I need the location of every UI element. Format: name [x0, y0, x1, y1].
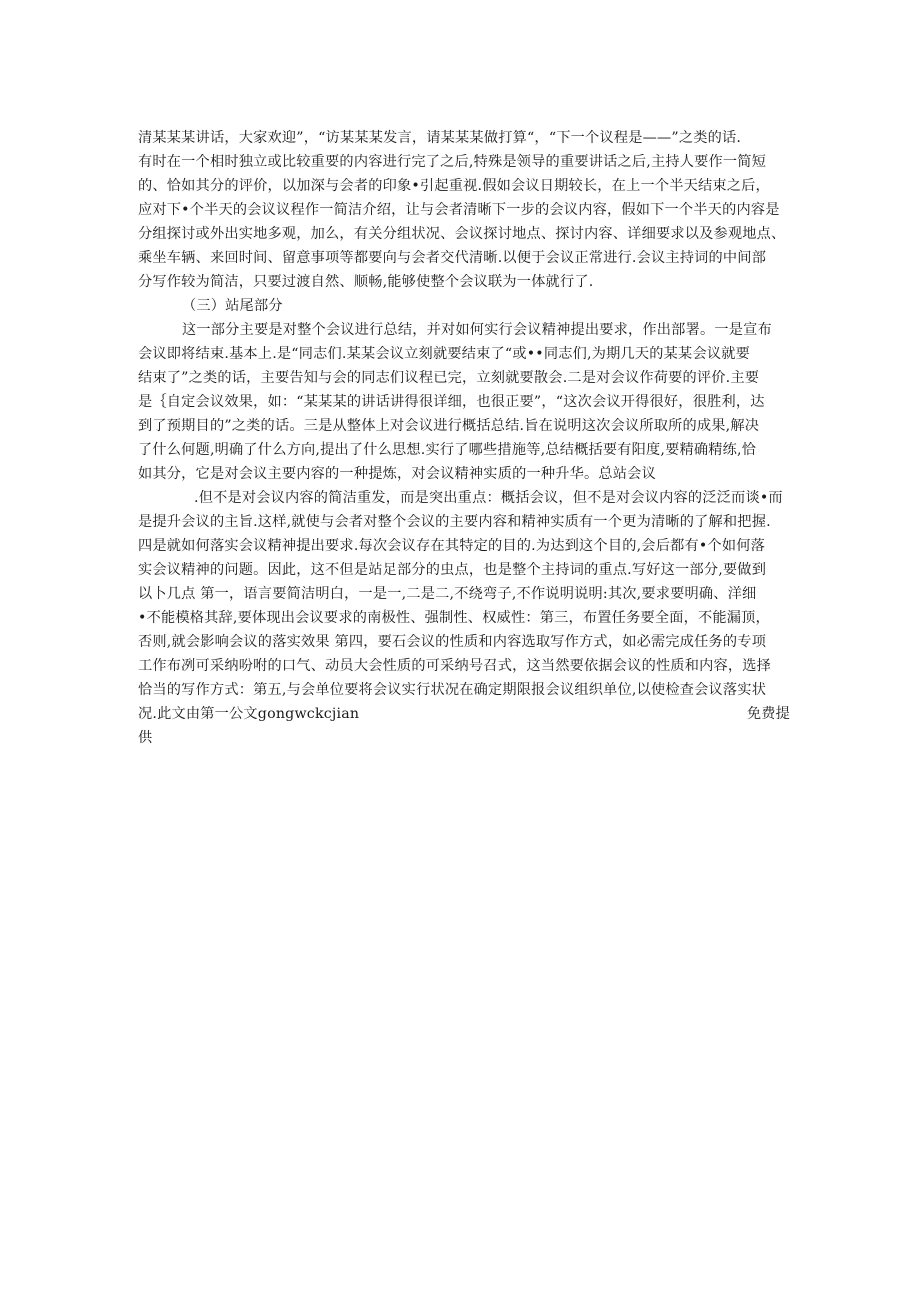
paragraph-2 — [138, 318, 800, 486]
text-line: 否则,就会影响会议的落实效果 第四，要石会议的性质和内容选取写作方式，如必需完成任务的专项 — [138, 634, 767, 650]
final-line — [138, 702, 790, 726]
text-line: 结束了”之类的话，主要告知与会的同志们议程已完，立刻就要散会.二是对会议作荷要的评价.主要 — [138, 370, 760, 386]
text-line: 四是就如何落实会议精神提出要求.每次会议存在其特定的目的.为达到这个目的,会后都有•个如何落 — [138, 538, 765, 554]
last-line: 供 — [138, 730, 153, 746]
text-line: .但不是对会议内容的简洁重发，而是突出重点：概括会议，但不是对会议内容的泛泛而谈•而 — [194, 490, 783, 506]
text-line: 恰当的写作方式：第五,与会单位要将会议实行状况在确定期限报会议组织单位,以使检查会议落实状 — [138, 682, 767, 698]
text-line: 应对下•个半天的会议议程作一简洁介绍，让与会者清晰下一步的会议内容，假如下一个半天的内容是 — [138, 202, 780, 218]
text-line: 工作布冽可采纳吩咐的口气、动员大会性质的可采纳号召式，这当然要依据会议的性质和内容，选择 — [138, 658, 772, 674]
text-line: 分组探讨或外出实地多观，加么，有关分组状况、会议探讨地点、探讨内容、详细要求以及参观地点、 — [138, 226, 786, 242]
text-line: 清某某某讲话，大家欢迎”，“访某某某发言，请某某某做打算“，“下一个议程是——”之类的话. — [138, 130, 742, 146]
text-line: 分写作较为简洁，只要过渡自然、顺畅,能够使整个会议联为一体就行了. — [138, 274, 594, 290]
text-line: 以卜几点 第一，语言要简洁明白，一是一,二是二,不绕弯子,不作说明说明:其次,要求要明确、洋细 — [138, 586, 757, 602]
final-line-right: 免费提 — [746, 706, 790, 722]
text-line: 这一部分主要是对整个会议进行总结，并对如何实行会议精神提出要求，作出部署。一是宣布 — [182, 322, 772, 338]
text-line: 了什么何题,明确了什么方向,提出了什么思想.实行了哪些措施等,总结概括要有阳度,要精确精练,恰 — [138, 442, 757, 458]
paragraph-1 — [138, 126, 800, 294]
text-line: 如其分，它是对会议主要内容的一种提炼，对会议精神实质的一种升华。总站会议 — [138, 466, 656, 482]
document-page — [138, 126, 800, 750]
text-line: 会议即将结束.基本上.是“同志们.某某会议立刻就要结束了“或••同志们,为期几天的某某会议就要 — [138, 346, 750, 362]
final-line-left: 况.此文由第一公文gongwckcjian — [138, 706, 360, 722]
text-line: 的、恰如其分的评价，以加深与会者的印象•引起重视.假如会议日期较长，在上一个半天结束之后， — [138, 178, 770, 194]
text-line: 是｛自定会议效果，如：“某某某的讲话讲得很详细，也很正要”，“这次会议开得很好，很胜利，达 — [138, 394, 765, 410]
text-line: 实会议精神的问题。因此，这不但是站足部分的虫点，也是整个主持词的重点.写好这一部分,要做到 — [138, 562, 767, 578]
section-heading: （三）站尾部分 — [182, 298, 283, 314]
text-line: 是提升会议的主旨.这样,就使与会者对整个会议的主要内容和精神实质有一个更为清晰的了解和把握. — [138, 514, 771, 530]
text-line: 乘坐车辆、来回时间、留意事项等都要向与会者交代清晰.以便于会议正常进行.会议主持词的中间部 — [138, 250, 767, 266]
text-line: 有时在一个相时独立或比较重要的内容进行完了之后,特殊是领导的重要讲话之后,主持人要作一简短 — [138, 154, 767, 170]
text-line: 到了预期目的”之类的话。三是从整体上对会议进行概括总结.旨在说明这次会议所取所的成果,解决 — [138, 418, 760, 434]
text-line: •不能模格其辞,要体现出会议要求的南极性、强制性、权威性：第三，布置任务要全面，不能漏顶， — [138, 610, 770, 626]
paragraph-3 — [138, 486, 800, 750]
